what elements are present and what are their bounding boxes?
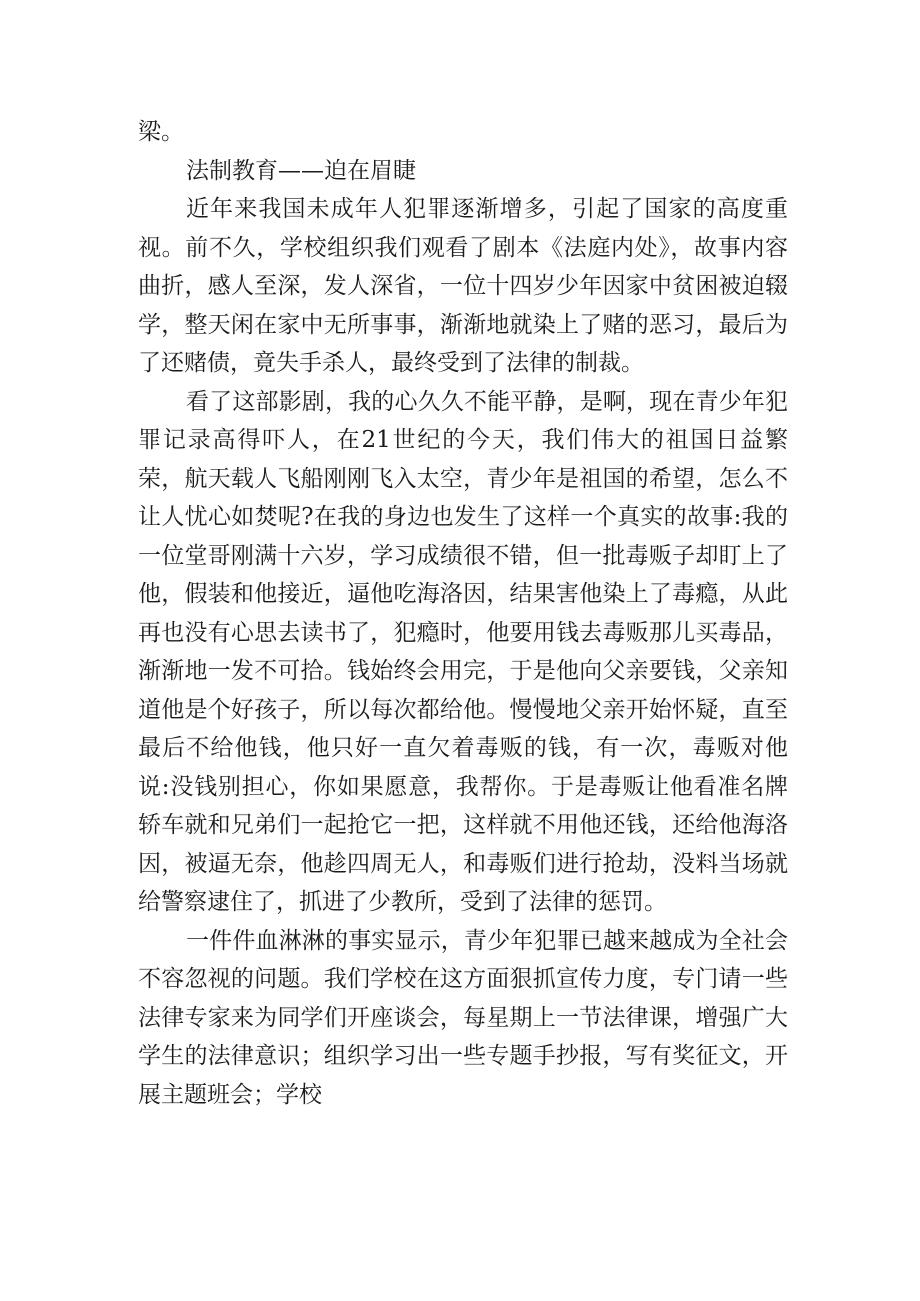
document-body [138,113,788,1114]
paragraph-1: 近年来我国未成年人犯罪逐渐增多，引起了国家的高度重视。前不久，学校组织我们观看了剧本《法庭内处》，故事内容曲折，感人至深，发人深省，一位十四岁少年因家中贫困被迫辍学，整天闲在家中无所事事，渐渐地就染上了赌的恶习，最后为了还赌债，竟失手杀人，最终受到了法律的制裁。 [138,196,788,376]
paragraph-3: 一件件血淋淋的事实显示，青少年犯罪已越来越成为全社会不容忽视的问题。我们学校在这方面狠抓宣传力度，专门请一些法律专家来为同学们开座谈会，每星期上一节法律课，增强广大学生的法律意识；组织学习出一些专题手抄报，写有奖征文，开展主题班会；学校 [138,927,788,1108]
paragraph-fragment: 梁。 [138,119,184,145]
section-heading: 法制教育——迫在眉睫 [186,157,416,184]
paragraph-2: 看了这部影剧，我的心久久不能平静，是啊，现在青少年犯罪记录高得吓人，在21世纪的今天，我们伟大的祖国日益繁荣，航天载人飞船刚刚飞入太空，青少年是祖国的希望，怎么不让人忧心如焚呢?在我的身边也发生了这样一个真实的故事:我的一位堂哥刚满十六岁，学习成绩很不错，但一批毒贩子却盯上了他，假装和他接近，逼他吃海洛因，结果害他染上了毒瘾，从此再也没有心思去读书了，犯瘾时，他要用钱去毒贩那儿买毒品，渐渐地一发不可拾。钱始终会用完，于是他向父亲要钱，父亲知道他是个好孩子，所以每次都给他。慢慢地父亲开始怀疑，直至最后不给他钱，他只好一直欠着毒贩的钱，有一次，毒贩对他说:没钱别担心，你如果愿意，我帮你。于是毒贩让他看准名牌轿车就和兄弟们一起抢它一把，这样就不用他还钱，还给他海洛因，被逼无奈，他趁四周无人，和毒贩们进行抢劫，没料当场就给警察逮住了，抓进了少教所，受到了法律的惩罚。 [138,388,788,915]
